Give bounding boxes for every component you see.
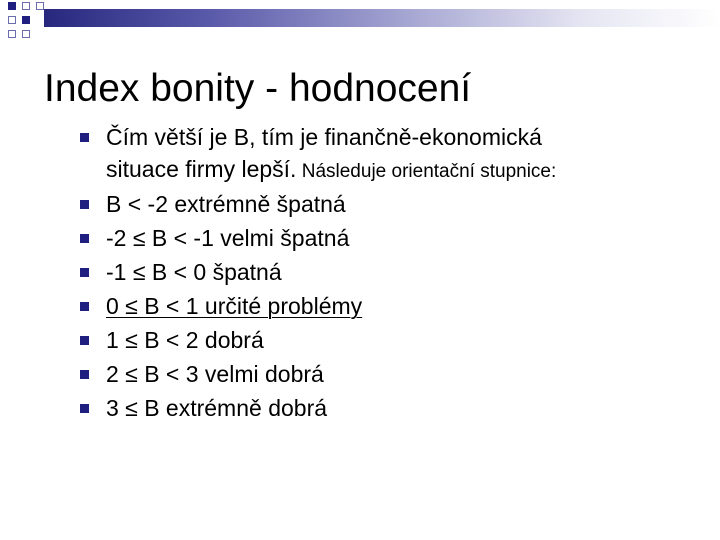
bullet-item (80, 187, 700, 221)
slide-title: Index bonity - hodnocení (44, 67, 472, 110)
bullet-text-continued (106, 154, 700, 187)
gradient-band (44, 9, 720, 27)
bullet-item (80, 323, 700, 357)
bullet-square-icon (80, 200, 89, 209)
bullet-text: -2 ≤ B < -1 velmi špatná (106, 225, 350, 251)
bullet-item (80, 357, 700, 391)
deco-square (22, 16, 30, 24)
bullet-text: Čím větší je B, tím je finančně-ekonomická (106, 124, 542, 150)
bullet-square-icon (80, 234, 89, 243)
bullet-text: 2 ≤ B < 3 velmi dobrá (106, 361, 324, 387)
bullet-text: -1 ≤ B < 0 špatná (106, 259, 282, 285)
deco-square (22, 2, 30, 10)
bullet-text: 1 ≤ B < 2 dobrá (106, 327, 264, 353)
bullet-square-icon (80, 268, 89, 277)
bullet-note: Následuje orientační stupnice: (296, 161, 557, 182)
bullet-square-icon (80, 404, 89, 413)
deco-square (22, 30, 30, 38)
deco-square (8, 16, 16, 24)
deco-square (36, 2, 44, 10)
bullet-square-icon (80, 302, 89, 311)
bullet-square-icon (80, 133, 89, 142)
bullet-square-icon (80, 370, 89, 379)
bullet-list (80, 120, 700, 425)
bullet-text: 3 ≤ B extrémně dobrá (106, 395, 328, 421)
bullet-item (80, 221, 700, 255)
bullet-item (80, 391, 700, 425)
bullet-text-underlined: 0 ≤ B < 1 určité problémy (106, 293, 363, 319)
bullet-item (80, 120, 700, 187)
bullet-item (80, 255, 700, 289)
deco-square (8, 2, 16, 10)
bullet-text-main: situace firmy lepší. (106, 156, 297, 182)
bullet-square-icon (80, 336, 89, 345)
deco-square (8, 30, 16, 38)
bullet-text: B < -2 extrémně špatná (106, 191, 346, 217)
bullet-item (80, 289, 700, 323)
top-decoration (0, 0, 720, 44)
